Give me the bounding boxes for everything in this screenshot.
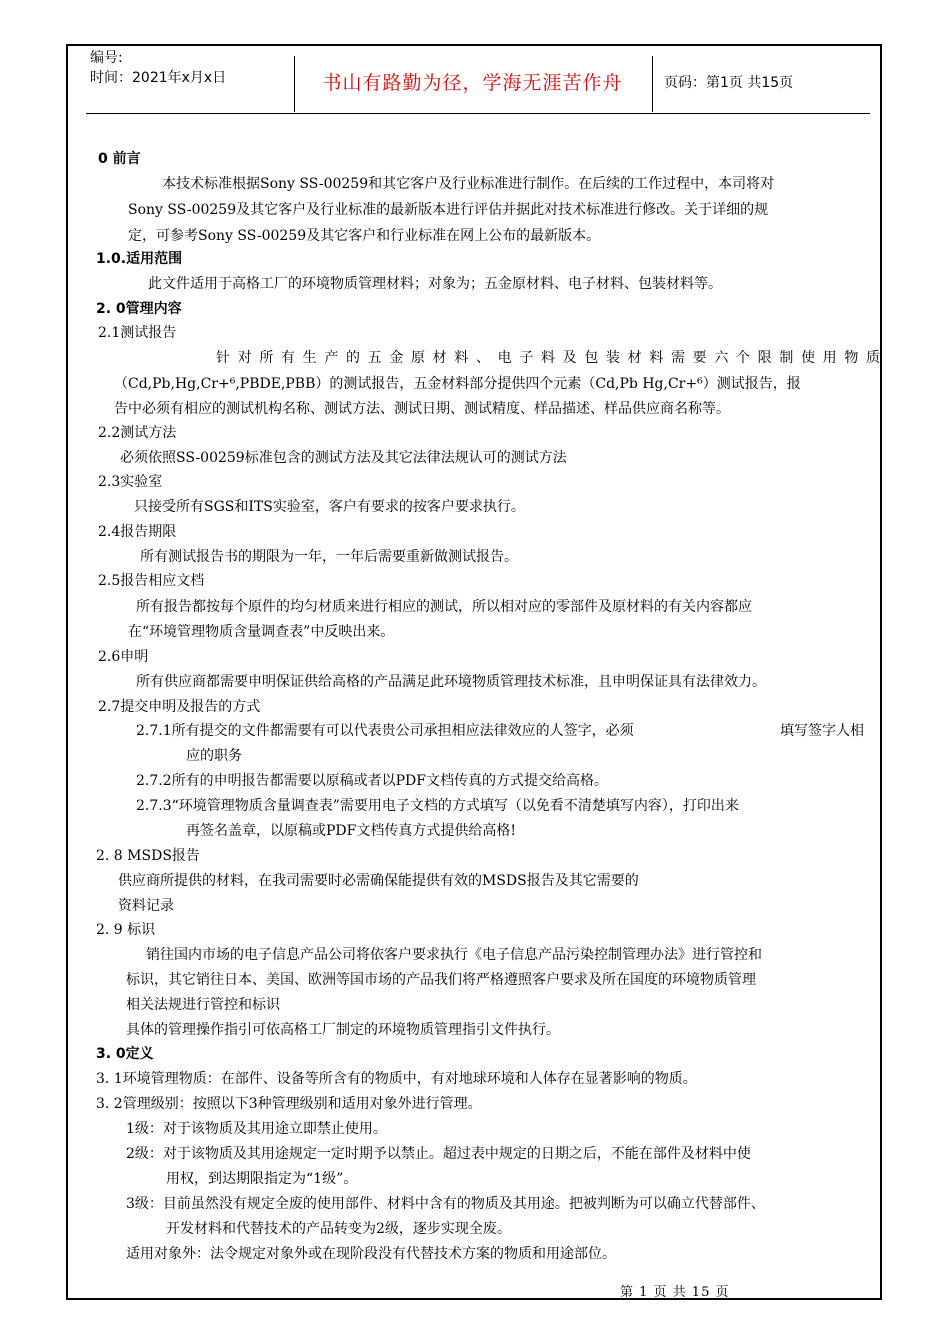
section-2-7-1-line-tail: 填写签字人相 [780,723,864,739]
section-2-4-title: 2.4报告期限 [98,524,177,540]
section-2-3-paragraph: 只接受所有SGS和ITS实验室，客户有要求的按客户要求执行。 [134,499,525,515]
section-2-7-3-line: 再签名盖章，以原稿或PDF文档传真方式提供给高格! [186,823,516,839]
section-2-2-paragraph: 必须依照SS-00259标准包含的测试方法及其它法律法规认可的测试方法 [120,450,567,466]
section-2-2-title: 2.2测试方法 [98,425,177,441]
level-2-line: 2级：对于该物质及其用途规定一定时期予以禁止。超过表中规定的日期之后，不能在部件及材料中使 [126,1146,751,1162]
header-separator-right [652,56,653,112]
section-2-6-paragraph: 所有供应商都需要申明保证供给高格的产品满足此环境物质管理技术标准，且申明保证具有法律效力。 [136,674,766,690]
section-0-paragraph-line: Sony SS-00259及其它客户及行业标准的最新版本进行评估并据此对技术标准进行修改。关于详细的规 [128,202,769,218]
section-1-title: 1.0.适用范围 [96,251,183,267]
document-time-label: 时间：2021年x月x日 [90,70,227,86]
section-2-7-1-line: 2.7.1所有提交的文件都需要有可以代表贵公司承担相应法律效应的人签字，必须 [136,723,634,739]
section-2-1-title: 2.1测试报告 [98,325,177,341]
section-3-1-line: 3. 1环境管理物质：在部件、设备等所含有的物质中，有对地球环境和人体存在显著影响的物质。 [96,1071,697,1087]
section-2-5-paragraph-line: 所有报告都按每个原件的均匀材质来进行相应的测试，所以相对应的零部件及原材料的有关内容都应 [136,599,752,615]
section-2-1-paragraph-line: （Cd,Pb,Hg,Cr+⁶,PBDE,PBB）的测试报告，五金材料部分提供四个元素（Cd,Pb Hg,Cr+⁶）测试报告，报 [114,376,801,392]
section-2-9-paragraph-line: 标识，其它销往日本、美国、欧洲等国市场的产品我们将严格遵照客户要求及所在国度的环境物质管理 [126,972,756,988]
section-2-9-paragraph-line: 具体的管理操作指引可依高格工厂制定的环境物质管理指引文件执行。 [126,1022,560,1038]
document-number-label: 编号: [90,50,123,66]
section-3-2-line: 3. 2管理级别：按照以下3种管理级别和适用对象外进行管理。 [96,1096,482,1112]
section-2-8-paragraph-line: 资料记录 [118,898,174,914]
header-separator-left [294,56,295,112]
section-2-title: 2. 0管理内容 [96,301,182,317]
section-2-1-paragraph-line: 告中必须有相应的测试机构名称、测试方法、测试日期、测试精度、样品描述、样品供应商名称等。 [114,401,730,417]
level-1-line: 1级：对于该物质及其用途立即禁止使用。 [126,1121,387,1137]
header-left [90,48,226,88]
section-1-paragraph: 此文件适用于高格工厂的环境物质管理材料；对象为；五金原材料、电子材料、包装材料等。 [148,276,722,292]
section-3-title: 3. 0定义 [96,1046,154,1062]
level-3-line: 3级：目前虽然没有规定全废的使用部件、材料中含有的物质及其用途。把被判断为可以确立代替部件、 [126,1196,765,1212]
section-2-8-paragraph-line: 供应商所提供的材料，在我司需要时必需确保能提供有效的MSDS报告及其它需要的 [118,873,639,889]
section-2-7-3-line: 2.7.3“环境管理物质含量调查表”需要用电子文档的方式填写（以免看不清楚填写内容），打印出来 [136,798,739,814]
section-2-9-paragraph-line: 销往国内市场的电子信息产品公司将依客户要求执行《电子信息产品污染控制管理办法》进行管控和 [146,947,762,963]
level-3-line: 开发材料和代替技术的产品转变为2级，逐步实现全废。 [166,1221,511,1237]
section-0-title: 0 前言 [98,151,141,167]
header-motto: 书山有路勤为径，学海无涯苦作舟 [322,72,623,94]
section-2-5-title: 2.5报告相应文档 [98,573,205,589]
exemption-line: 适用对象外：法令规定对象外或在现阶段没有代替技术方案的物质和用途部位。 [126,1246,616,1262]
section-2-7-title: 2.7提交申明及报告的方式 [98,699,261,715]
section-2-9-paragraph-line: 相关法规进行管控和标识 [126,997,280,1013]
section-2-3-title: 2.3实验室 [98,474,163,490]
section-2-7-2-line: 2.7.2所有的申明报告都需要以原稿或者以PDF文档传真的方式提交给高格。 [136,773,608,789]
footer-page-number: 第 1 页 共 15 页 [620,1285,730,1300]
section-0-paragraph-line: 定，可参考Sony SS-00259及其它客户和行业标准在网上公布的最新版本。 [128,228,601,244]
header-page-info: 页码：第1页 共15页 [664,75,794,91]
header-divider [86,113,870,114]
section-0-paragraph-line: 本技术标准根据Sony SS-00259和其它客户及行业标准进行制作。在后续的工作过程中，本司将对 [162,176,775,192]
level-2-line: 用权，到达期限指定为“1级”。 [166,1171,358,1187]
section-2-7-1-line: 应的职务 [186,748,242,764]
section-2-5-paragraph-line: 在“环境管理物质含量调查表”中反映出来。 [128,624,395,640]
section-2-9-title: 2. 9 标识 [96,922,156,938]
section-2-8-title: 2. 8 MSDS报告 [96,848,200,864]
section-2-1-paragraph-line: 针对所有生产的五金原材料、电子料及包装材料需要六个限制使用物质 [216,350,880,366]
section-2-4-paragraph: 所有测试报告书的期限为一年，一年后需要重新做测试报告。 [140,549,518,565]
section-2-6-title: 2.6申明 [98,649,149,665]
